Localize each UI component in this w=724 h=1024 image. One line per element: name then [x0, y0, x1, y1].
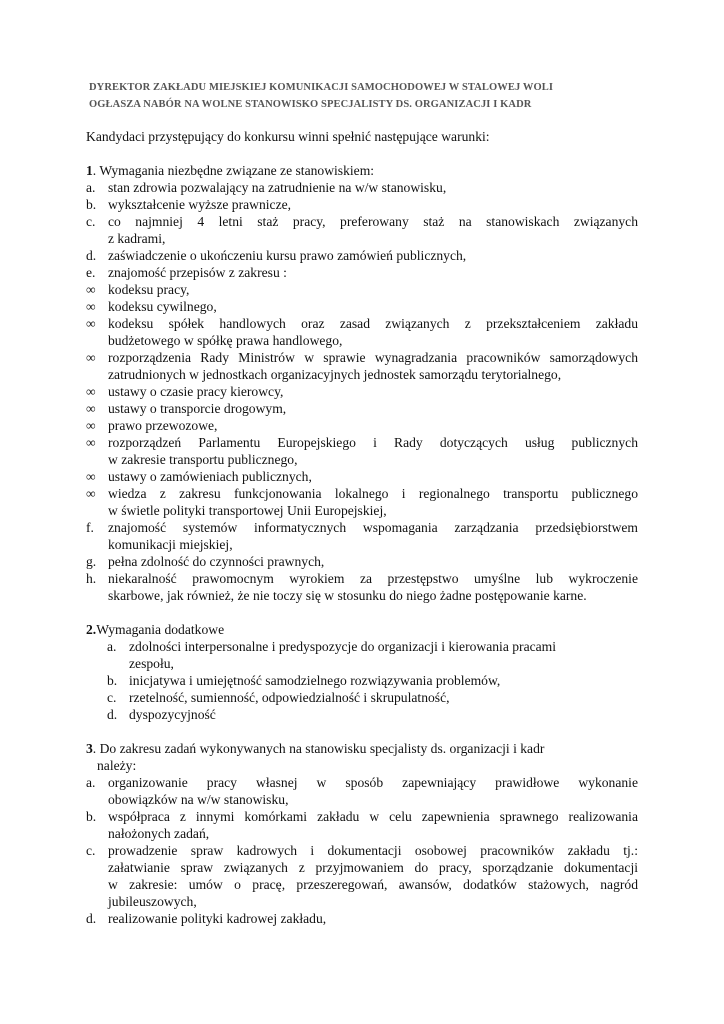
list-item: co najmniej 4 letni staż pracy, preferowany staż na stanowiskach związanych [108, 214, 638, 229]
infinity-bullet-icon: ∞ [86, 282, 96, 297]
list-marker: d. [86, 911, 97, 926]
infinity-bullet-icon: ∞ [86, 316, 96, 331]
list-marker: b. [86, 809, 97, 824]
list-item-continuation: w zakresie: umów o pracę, przeszeregowań, awansów, dodatków stażowych, nagród [108, 877, 638, 892]
infinity-bullet-icon: ∞ [86, 418, 96, 433]
section-2-number: 2. [86, 622, 97, 637]
list-marker: b. [107, 673, 118, 688]
infinity-bullet-icon: ∞ [86, 350, 96, 365]
list-item: zaświadczenie o ukończeniu kursu prawo zamówień publicznych, [108, 248, 467, 263]
section-3-title-continuation: należy: [97, 758, 137, 773]
list-marker: c. [86, 843, 96, 858]
section-1-title-text: . Wymagania niezbędne związane ze stanowiskiem: [92, 163, 375, 178]
list-item: rozporządzeń Parlamentu Europejskiego i Rady dotyczących usług publicznych [108, 435, 638, 450]
list-item: ustawy o transporcie drogowym, [108, 401, 287, 416]
list-item: prawo przewozowe, [108, 418, 218, 433]
section-2-title [86, 621, 224, 638]
section-1-title [86, 162, 374, 179]
list-item: stan zdrowia pozwalający na zatrudnienie na w/w stanowisku, [108, 180, 447, 195]
list-item: rozporządzenia Rady Ministrów w sprawie wynagradzania pracowników samorządowych [108, 350, 638, 365]
list-item-continuation: komunikacji miejskiej, [108, 537, 233, 552]
list-item-continuation: z kadrami, [108, 231, 166, 246]
list-item: wiedza z zakresu funkcjonowania lokalnego i regionalnego transportu publicznego [108, 486, 638, 501]
list-marker: a. [86, 775, 96, 790]
list-marker: c. [86, 214, 96, 229]
list-item: ustawy o zamówieniach publicznych, [108, 469, 312, 484]
section-3-number: 3 [86, 741, 93, 756]
list-item: kodeksu pracy, [108, 282, 190, 297]
list-item: kodeksu cywilnego, [108, 299, 217, 314]
section-3-title [86, 740, 544, 757]
list-item: kodeksu spółek handlowych oraz zasad związanych z przekształceniem zakładu [108, 316, 638, 331]
list-marker: a. [107, 639, 117, 654]
intro-text: Kandydaci przystępujący do konkursu winni spełnić następujące warunki: [86, 129, 490, 144]
list-item-continuation: jubileuszowych, [108, 894, 197, 909]
list-item: rzetelność, sumienność, odpowiedzialność i skrupulatność, [129, 690, 450, 705]
list-item: ustawy o czasie pracy kierowcy, [108, 384, 284, 399]
list-item: prowadzenie spraw kadrowych i dokumentacji osobowej pracowników zakładu tj.: [108, 843, 638, 858]
document-heading [89, 79, 649, 113]
infinity-bullet-icon: ∞ [86, 486, 96, 501]
infinity-bullet-icon: ∞ [86, 435, 96, 450]
section-2-title-text: Wymagania dodatkowe [96, 622, 225, 637]
list-marker: b. [86, 197, 97, 212]
section-3-title-text: . Do zakresu zadań wykonywanych na stanowisku specjalisty ds. organizacji i kadr [92, 741, 545, 756]
list-item: niekaralność prawomocnym wyrokiem za przestępstwo umyślne lub wykroczenie [108, 571, 638, 586]
list-item: znajomość systemów informatycznych wspomagania zarządzania przedsiębiorstwem [108, 520, 638, 535]
list-item-continuation: załatwianie spraw związanych z przyjmowaniem do pracy, sporządzanie dokumentacji [108, 860, 638, 875]
list-item-continuation: w świetle polityki transportowej Unii Europejskiej, [108, 503, 387, 518]
list-item: realizowanie polityki kadrowej zakładu, [108, 911, 327, 926]
infinity-bullet-icon: ∞ [86, 401, 96, 416]
list-item: zdolności interpersonalne i predyspozycje do organizacji i kierowania pracami [129, 639, 557, 654]
list-marker: f. [86, 520, 94, 535]
list-item: współpraca z innymi komórkami zakładu w celu zapewnienia sprawnego realizowania [108, 809, 638, 824]
list-item: wykształcenie wyższe prawnicze, [108, 197, 292, 212]
list-marker: h. [86, 571, 97, 586]
list-item-continuation: skarbowe, jak również, że nie toczy się w stosunku do niego żadne postępowanie karne. [108, 588, 587, 603]
list-marker: e. [86, 265, 96, 280]
list-item: organizowanie pracy własnej w sposób zapewniający prawidłowe wykonanie [108, 775, 638, 790]
list-item-continuation: zatrudnionych w jednostkach organizacyjnych jednostek samorządu terytorialnego, [108, 367, 562, 382]
heading-line-1: DYREKTOR ZAKŁADU MIEJSKIEJ KOMUNIKACJI SAMOCHODOWEJ W STALOWEJ WOLI [89, 82, 554, 93]
list-marker: a. [86, 180, 96, 195]
list-item-continuation: nałożonych zadań, [108, 826, 210, 841]
infinity-bullet-icon: ∞ [86, 299, 96, 314]
list-item: inicjatywa i umiejętność samodzielnego rozwiązywania problemów, [129, 673, 501, 688]
list-item-continuation: budżetowego w spółkę prawa handlowego, [108, 333, 343, 348]
list-item: dyspozycyjność [129, 707, 216, 722]
list-item-continuation: w zakresie transportu publicznego, [108, 452, 298, 467]
list-item-continuation: zespołu, [129, 656, 174, 671]
heading-line-2: OGŁASZA NABÓR NA WOLNE STANOWISKO SPECJALISTY DS. ORGANIZACJI I KADR [89, 99, 532, 110]
list-marker: d. [86, 248, 97, 263]
section-1-number: 1 [86, 163, 93, 178]
list-marker: g. [86, 554, 97, 569]
infinity-bullet-icon: ∞ [86, 384, 96, 399]
list-marker: d. [107, 707, 118, 722]
list-item-continuation: obowiązków na w/w stanowisku, [108, 792, 289, 807]
list-item: pełna zdolność do czynności prawnych, [108, 554, 325, 569]
list-item: znajomość przepisów z zakresu : [108, 265, 287, 280]
infinity-bullet-icon: ∞ [86, 469, 96, 484]
list-marker: c. [107, 690, 117, 705]
